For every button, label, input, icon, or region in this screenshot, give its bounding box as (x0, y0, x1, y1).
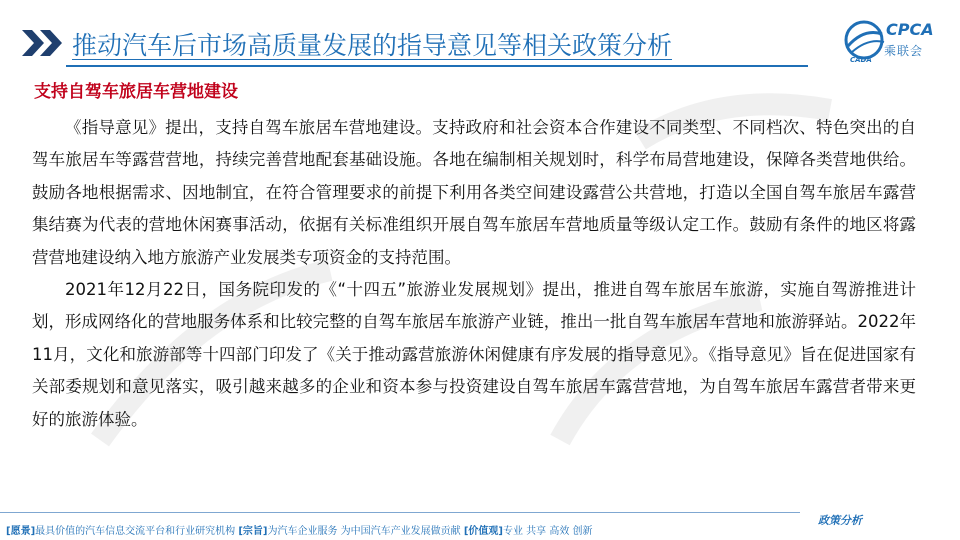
values-label: [价值观] (463, 526, 503, 537)
logo-subtext: 乘联会 (884, 44, 924, 58)
paragraph-1: 《指导意见》提出，支持自驾车旅居车营地建设。支持政府和社会资本合作建设不同类型、不同档次、特色突出的自驾车旅居车等露营营地，持续完善营地配套基础设施。各地在编制相关规划时，科学布局营地建设，保障各类营地供给。鼓励各地根据需求、因地制宜，在符合管理要求的前提下利用各类空间建设露营公共营地，打造以全国自驾车旅居车露营集结赛为代表的营地休闲赛事活动，依据有关标准组织开展自驾车旅居车营地质量等级认定工作。鼓励有条件的地区将露营营地建设纳入地方旅游产业发展类专项资金的支持范围。 (32, 118, 916, 267)
footer-divider (0, 512, 800, 513)
paragraph-2: 2021年12月22日，国务院印发的《“十四五”旅游业发展规划》提出，推进自驾车旅居车旅游，实施自驾游推进计划，形成网络化的营地服务体系和比较完整的自驾车旅居车旅游产业链，推出一批自驾车旅居车营地和旅游驿站。2022年11月，文化和旅游部等十四部门印发了《关于推动露营旅游休闲健康有序发展的指导意见》。《指导意见》旨在促进国家有关部委规划和意见落实，吸引越来越多的企业和资本参与投资建设自驾车旅居车露营营地，为自驾车旅居车露营者带来更好的旅游体验。 (32, 280, 916, 429)
double-chevron-icon (22, 30, 66, 56)
mission-text: 为汽车企业服务 为中国汽车产业发展做贡献 (267, 526, 461, 537)
values-text: 专业 共享 高效 创新 (502, 526, 593, 537)
section-subtitle: 支持自驾车旅居车营地建设 (34, 82, 238, 102)
logo-text: CPCA (886, 20, 934, 39)
body-text (32, 112, 916, 436)
footer (6, 522, 593, 537)
vision-label: [愿景] (6, 526, 36, 537)
title-underline (66, 65, 808, 67)
mission-label: [宗旨] (238, 526, 268, 537)
footer-section-tag: 政策分析 (818, 514, 862, 527)
header (0, 0, 960, 70)
logo-small-text: CADA (850, 56, 872, 64)
page-title: 推动汽车后市场高质量发展的指导意见等相关政策分析 (72, 31, 673, 60)
vision-text: 最具价值的汽车信息交流平台和行业研究机构 (35, 526, 236, 537)
